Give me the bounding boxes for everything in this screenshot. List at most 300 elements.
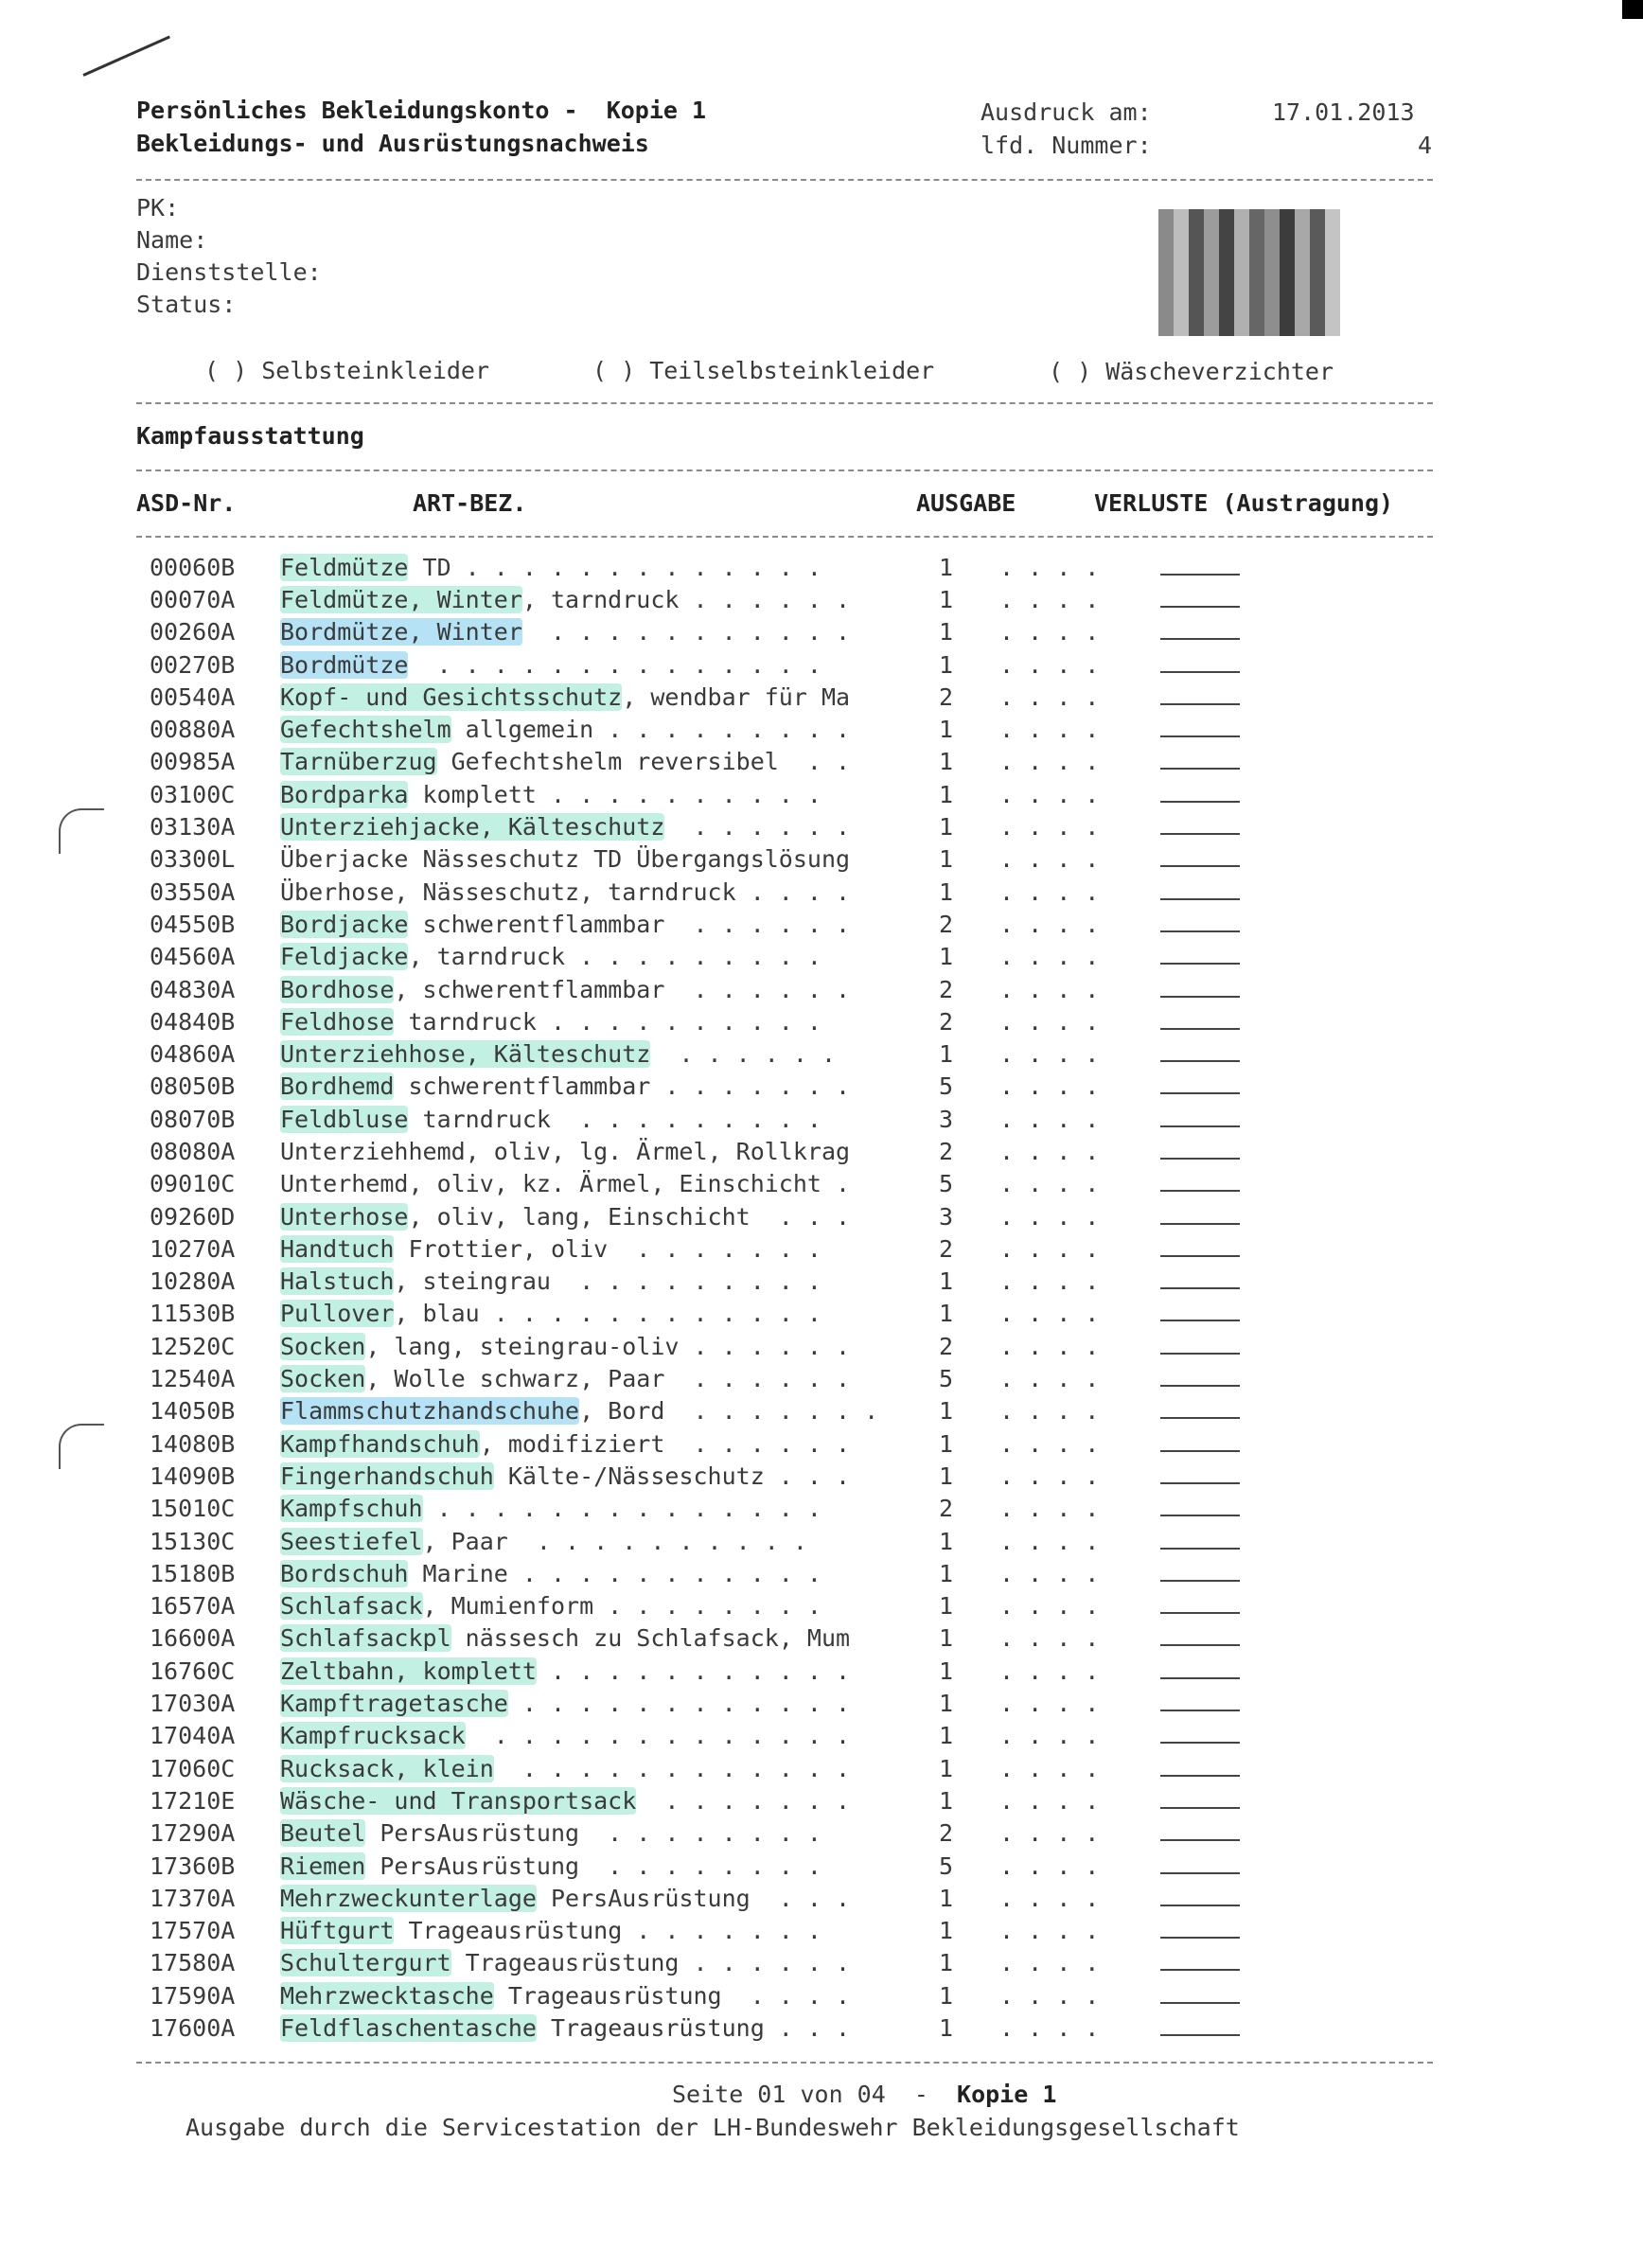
signature-underline: [1160, 946, 1240, 965]
table-row: [150, 583, 1246, 615]
loss-entry-line: [1160, 1850, 1246, 1882]
highlighted-term: Unterhose: [280, 1202, 409, 1231]
leader-dots: . . . .: [999, 943, 1100, 971]
table-row: [150, 1103, 1246, 1135]
table-row: [150, 941, 1246, 973]
highlighted-term: Riemen: [280, 1852, 366, 1880]
highlighted-term: Tarnüberzug: [280, 748, 437, 776]
article-description: [280, 1168, 939, 1200]
highlighted-term: Bordhemd: [280, 1072, 395, 1101]
status-label: Status:: [136, 291, 237, 318]
signature-underline: [1160, 589, 1240, 608]
article-description: [280, 1460, 939, 1492]
table-row: [150, 1914, 1246, 1946]
asd-number: 17370A: [150, 1884, 236, 1912]
table-row: [150, 1427, 1246, 1460]
leader-dots: . . . .: [999, 1300, 1100, 1328]
issued-quantity: 5: [939, 1852, 954, 1880]
table-row: [150, 746, 1246, 778]
signature-underline: [1160, 1075, 1240, 1094]
signature-underline: [1160, 1270, 1240, 1289]
highlighted-term: Mehrzweckunterlage: [280, 1884, 537, 1912]
loss-entry-line: [1160, 1882, 1246, 1914]
loss-entry-line: [1160, 1200, 1246, 1232]
signature-underline: [1160, 816, 1240, 835]
leader-dots: . . . .: [999, 1429, 1100, 1458]
print-date-label: Ausdruck am:: [980, 98, 1152, 126]
description-text: PersAusrüstung . . . . . . . .: [365, 1819, 822, 1848]
loss-entry-line: [1160, 681, 1246, 713]
description-text: . . . . . . . . . . . . . .: [408, 650, 822, 679]
highlighted-term: Feldbluse: [280, 1105, 409, 1133]
description-text: , Wolle schwarz, Paar . . . . . .: [365, 1365, 851, 1393]
highlighted-term: Hüftgurt: [280, 1917, 395, 1945]
table-row: [150, 1298, 1246, 1330]
issued-quantity: 2: [939, 1332, 954, 1360]
loss-entry-line: [1160, 648, 1246, 681]
signature-underline: [1160, 1400, 1240, 1419]
office-label: Dienststelle:: [136, 258, 322, 286]
table-row: [150, 1817, 1246, 1850]
signature-underline: [1160, 1433, 1240, 1452]
description-text: Trageausrüstung . . .: [536, 2014, 851, 2042]
description-text: , modifiziert . . . . . .: [479, 1429, 851, 1458]
loss-entry-line: [1160, 1037, 1246, 1070]
issued-quantity: 5: [939, 1365, 954, 1393]
table-row: [150, 876, 1246, 908]
issued-quantity: 2: [939, 1234, 954, 1263]
signature-underline: [1160, 1758, 1240, 1777]
highlighted-term: Mehrzwecktasche: [280, 1981, 494, 2010]
table-row: [150, 1687, 1246, 1719]
highlighted-term: Beutel: [280, 1819, 366, 1848]
punch-hole: [59, 808, 104, 854]
loss-entry-line: [1160, 1362, 1246, 1394]
punch-hole: [59, 1424, 104, 1469]
loss-entry-line: [1160, 1232, 1246, 1265]
table-row: [150, 1135, 1246, 1167]
loss-entry-line: [1160, 1330, 1246, 1362]
description-text: , steingrau . . . . . . . . .: [394, 1267, 822, 1296]
leader-dots: . . . .: [999, 780, 1100, 808]
sequence-number-label: lfd. Nummer:: [980, 132, 1152, 159]
loss-entry-line: [1160, 1427, 1246, 1460]
loss-entry-line: [1160, 2011, 1246, 2044]
issued-quantity: 2: [939, 1819, 954, 1848]
highlighted-term: Socken: [280, 1365, 366, 1393]
issued-quantity: 1: [939, 1300, 954, 1328]
issued-quantity: 1: [939, 1592, 954, 1621]
article-description: [280, 810, 939, 842]
article-description: [280, 1330, 939, 1362]
table-row: [150, 2011, 1246, 2044]
loss-entry-line: [1160, 1298, 1246, 1330]
issued-quantity: 1: [939, 1624, 954, 1653]
signature-underline: [1160, 1302, 1240, 1321]
description-text: . . . . . . .: [636, 1786, 851, 1815]
leader-dots: . . . .: [999, 1462, 1100, 1490]
description-text: komplett . . . . . . . . . .: [408, 780, 822, 808]
issued-quantity: 1: [939, 2014, 954, 2042]
article-description: [280, 1752, 939, 1784]
leader-dots: . . . .: [999, 1105, 1100, 1133]
article-description: [280, 1947, 939, 1979]
description-text: tarndruck . . . . . . . . . .: [394, 1007, 822, 1036]
description-text: Trageausrüstung . . . . . .: [450, 1949, 851, 1977]
leader-dots: . . . .: [999, 1819, 1100, 1848]
highlighted-term: Flammschutzhandschuhe: [280, 1397, 580, 1426]
asd-number: 10280A: [150, 1267, 236, 1296]
issued-quantity: 1: [939, 943, 954, 971]
article-description: [280, 778, 939, 810]
table-row: [150, 1493, 1246, 1525]
article-description: [280, 746, 939, 778]
asd-number: 00260A: [150, 618, 236, 647]
description-text: , Paar . . . . . . . . . .: [422, 1527, 807, 1555]
issued-quantity: 1: [939, 780, 954, 808]
description-text: tarndruck . . . . . . . . .: [408, 1105, 822, 1133]
table-row: [150, 1882, 1246, 1914]
issued-quantity: 1: [939, 1949, 954, 1977]
description-text: Unterhemd, oliv, kz. Ärmel, Einschicht .: [280, 1170, 851, 1198]
table-row: [150, 908, 1246, 940]
article-description: [280, 1200, 939, 1232]
highlighted-term: Seestiefel: [280, 1527, 423, 1555]
equipment-table: [150, 551, 1246, 2045]
issued-quantity: 1: [939, 1690, 954, 1718]
signature-underline: [1160, 1043, 1240, 1062]
loss-entry-line: [1160, 941, 1246, 973]
issued-quantity: 1: [939, 1267, 954, 1296]
article-description: [280, 1362, 939, 1394]
description-text: Gefechtshelm reversibel . .: [436, 748, 851, 776]
table-row: [150, 1460, 1246, 1492]
signature-underline: [1160, 1725, 1240, 1744]
table-row: [150, 1232, 1246, 1265]
leader-dots: . . . .: [999, 1072, 1100, 1101]
asd-number: 08050B: [150, 1072, 236, 1101]
signature-underline: [1160, 1822, 1240, 1841]
issued-quantity: 1: [939, 1040, 954, 1069]
option-teilselbsteinkleider[interactable]: ( ) Teilselbsteinkleider: [592, 357, 935, 384]
asd-number: 00060B: [150, 553, 236, 581]
copy-label: Kopie 1: [957, 2081, 1057, 2108]
separator-line: [136, 179, 1433, 181]
table-row: [150, 1266, 1246, 1298]
signature-underline: [1160, 1952, 1240, 1971]
table-row: [150, 1362, 1246, 1394]
highlighted-term: Unterziehhose, Kälteschutz: [280, 1040, 651, 1069]
signature-underline: [1160, 1660, 1240, 1679]
asd-number: 04560A: [150, 943, 236, 971]
asd-number: 17360B: [150, 1852, 236, 1880]
highlighted-term: Halstuch: [280, 1267, 395, 1296]
loss-entry-line: [1160, 876, 1246, 908]
asd-number: 04860A: [150, 1040, 236, 1069]
page-indicator: [672, 2081, 1056, 2108]
issued-quantity: 3: [939, 1202, 954, 1231]
issued-quantity: 2: [939, 910, 954, 938]
separator-line: [136, 402, 1433, 404]
description-text: , oliv, lang, Einschicht . . .: [408, 1202, 851, 1231]
issued-quantity: 1: [939, 845, 954, 874]
description-text: , Bord . . . . . . .: [579, 1397, 879, 1426]
loss-entry-line: [1160, 1979, 1246, 2011]
table-row: [150, 843, 1246, 876]
article-description: [280, 1622, 939, 1655]
signature-underline: [1160, 1790, 1240, 1809]
leader-dots: . . . .: [999, 1786, 1100, 1815]
table-row: [150, 1525, 1246, 1557]
table-row: [150, 778, 1246, 810]
loss-entry-line: [1160, 1590, 1246, 1622]
signature-underline: [1160, 1692, 1240, 1711]
leader-dots: . . . .: [999, 1852, 1100, 1880]
description-text: schwerentflammbar . . . . . .: [408, 910, 851, 938]
highlighted-term: Unterziehjacke, Kälteschutz: [280, 813, 665, 842]
leader-dots: . . . .: [999, 1234, 1100, 1263]
highlighted-term: Handtuch: [280, 1234, 395, 1263]
signature-underline: [1160, 979, 1240, 998]
column-header-ausgabe: AUSGABE: [916, 489, 1016, 517]
column-header-art: ART-BEZ.: [413, 489, 527, 517]
description-text: . . . . . . . . . . .: [521, 618, 851, 647]
sequence-number-value: 4: [1418, 132, 1433, 159]
highlighted-term: Bordmütze, Winter: [280, 618, 522, 647]
asd-number: 17290A: [150, 1819, 236, 1848]
highlighted-term: Kampftragetasche: [280, 1690, 508, 1718]
asd-number: 08070B: [150, 1105, 236, 1133]
issued-quantity: 1: [939, 1722, 954, 1750]
highlighted-term: Fingerhandschuh: [280, 1462, 494, 1490]
signature-underline: [1160, 1531, 1240, 1550]
article-description: [280, 941, 939, 973]
highlighted-term: Pullover: [280, 1300, 395, 1328]
asd-number: 03300L: [150, 845, 236, 874]
table-row: [150, 616, 1246, 648]
asd-number: 00880A: [150, 716, 236, 744]
issued-quantity: 1: [939, 618, 954, 647]
option-selbsteinkleider[interactable]: ( ) Selbsteinkleider: [204, 357, 490, 384]
leader-dots: . . . .: [999, 1332, 1100, 1360]
signature-underline: [1160, 1563, 1240, 1582]
loss-entry-line: [1160, 1005, 1246, 1037]
article-description: [280, 843, 939, 876]
asd-number: 17580A: [150, 1949, 236, 1977]
signature-underline: [1160, 1595, 1240, 1614]
article-description: [280, 973, 939, 1005]
article-description: [280, 1071, 939, 1103]
separator-line: [136, 470, 1433, 471]
loss-entry-line: [1160, 1655, 1246, 1687]
loss-entry-line: [1160, 1557, 1246, 1589]
table-row: [150, 1071, 1246, 1103]
asd-number: 16760C: [150, 1657, 236, 1685]
article-description: [280, 1493, 939, 1525]
issued-quantity: 1: [939, 877, 954, 906]
table-row: [150, 1395, 1246, 1427]
table-row: [150, 1979, 1246, 2011]
leader-dots: . . . .: [999, 1624, 1100, 1653]
signature-underline: [1160, 718, 1240, 737]
table-row: [150, 973, 1246, 1005]
issued-quantity: 1: [939, 585, 954, 613]
table-row: [150, 1720, 1246, 1752]
asd-number: 17060C: [150, 1754, 236, 1782]
equipment-table-body: [150, 551, 1246, 2045]
document-title: Persönliches Bekleidungskonto - Kopie 1: [136, 97, 707, 124]
leader-dots: . . . .: [999, 1202, 1100, 1231]
loss-entry-line: [1160, 1817, 1246, 1850]
issued-quantity: 2: [939, 682, 954, 711]
signature-underline: [1160, 1011, 1240, 1030]
issued-quantity: 1: [939, 748, 954, 776]
description-text: Marine . . . . . . . . . . .: [408, 1559, 822, 1587]
highlighted-term: Feldflaschentasche: [280, 2014, 537, 2042]
loss-entry-line: [1160, 1720, 1246, 1752]
description-text: Frottier, oliv . . . . . . .: [394, 1234, 822, 1263]
highlighted-term: Feldmütze, Winter: [280, 585, 522, 613]
separator-line: [136, 536, 1433, 538]
leader-dots: . . . .: [999, 975, 1100, 1003]
article-description: [280, 616, 939, 648]
signature-underline: [1160, 1887, 1240, 1906]
signature-underline: [1160, 751, 1240, 770]
asd-number: 03100C: [150, 780, 236, 808]
loss-entry-line: [1160, 746, 1246, 778]
option-waescheverzichter[interactable]: ( ) Wäscheverzichter: [1049, 358, 1334, 385]
loss-entry-line: [1160, 973, 1246, 1005]
highlighted-term: Gefechtshelm: [280, 716, 451, 744]
table-row: [150, 1655, 1246, 1687]
signature-underline: [1160, 1368, 1240, 1387]
description-text: , wendbar für Ma: [622, 682, 851, 711]
loss-entry-line: [1160, 1752, 1246, 1784]
asd-number: 04830A: [150, 975, 236, 1003]
asd-number: 03130A: [150, 813, 236, 842]
asd-number: 09010C: [150, 1170, 236, 1198]
asd-number: 14050B: [150, 1397, 236, 1426]
pen-stroke-mark: [82, 35, 170, 76]
asd-number: 17570A: [150, 1917, 236, 1945]
asd-number: 12520C: [150, 1332, 236, 1360]
article-description: [280, 1914, 939, 1946]
asd-number: 16600A: [150, 1624, 236, 1653]
highlighted-term: Feldmütze: [280, 553, 409, 581]
issued-quantity: 1: [939, 1917, 954, 1945]
description-text: , blau . . . . . . . . . . . .: [394, 1300, 822, 1328]
leader-dots: . . . .: [999, 1657, 1100, 1685]
article-description: [280, 1037, 939, 1070]
issued-quantity: 1: [939, 1559, 954, 1587]
signature-underline: [1160, 686, 1240, 705]
issued-quantity: 5: [939, 1072, 954, 1101]
loss-entry-line: [1160, 1395, 1246, 1427]
loss-entry-line: [1160, 1687, 1246, 1719]
article-description: [280, 1557, 939, 1589]
asd-number: 17030A: [150, 1690, 236, 1718]
leader-dots: . . . .: [999, 1690, 1100, 1718]
asd-number: 03550A: [150, 877, 236, 906]
loss-entry-line: [1160, 843, 1246, 876]
loss-entry-line: [1160, 1525, 1246, 1557]
article-description: [280, 681, 939, 713]
loss-entry-line: [1160, 1947, 1246, 1979]
section-title: Kampfausstattung: [136, 422, 364, 450]
highlighted-term: Kampfschuh: [280, 1495, 423, 1523]
highlighted-term: Schlafsackpl: [280, 1624, 451, 1653]
table-row: [150, 1784, 1246, 1816]
description-text: PersAusrüstung . . .: [536, 1884, 851, 1912]
loss-entry-line: [1160, 551, 1246, 583]
asd-number: 17210E: [150, 1786, 236, 1815]
issued-quantity: 2: [939, 1495, 954, 1523]
loss-entry-line: [1160, 583, 1246, 615]
leader-dots: . . . .: [999, 1559, 1100, 1587]
table-row: [150, 1947, 1246, 1979]
loss-entry-line: [1160, 1460, 1246, 1492]
highlighted-term: Socken: [280, 1332, 366, 1360]
description-text: . . . . . . . . . . . . .: [465, 1722, 851, 1750]
asd-number: 04550B: [150, 910, 236, 938]
issued-quantity: 1: [939, 1527, 954, 1555]
asd-number: 00985A: [150, 748, 236, 776]
leader-dots: . . . .: [999, 1170, 1100, 1198]
table-row: [150, 1005, 1246, 1037]
article-description: [280, 1395, 939, 1427]
asd-number: 15180B: [150, 1559, 236, 1587]
leader-dots: . . . .: [999, 2014, 1100, 2042]
article-description: [280, 1005, 939, 1037]
issued-by-note: Ausgabe durch die Servicestation der LH-Bundeswehr Bekleidungsgesellschaft: [186, 2114, 1240, 2141]
asd-number: 04840B: [150, 1007, 236, 1036]
issued-quantity: 1: [939, 650, 954, 679]
leader-dots: . . . .: [999, 1040, 1100, 1069]
leader-dots: . . . .: [999, 650, 1100, 679]
leader-dots: . . . .: [999, 1397, 1100, 1426]
article-description: [280, 583, 939, 615]
issued-quantity: 1: [939, 1657, 954, 1685]
leader-dots: . . . .: [999, 1267, 1100, 1296]
leader-dots: . . . .: [999, 585, 1100, 613]
leader-dots: . . . .: [999, 813, 1100, 842]
issued-quantity: 2: [939, 1137, 954, 1165]
description-text: . . . . . . . . . . .: [536, 1657, 851, 1685]
redacted-barcode: [1158, 209, 1340, 336]
signature-underline: [1160, 913, 1240, 932]
loss-entry-line: [1160, 713, 1246, 745]
highlighted-term: Kampfrucksack: [280, 1722, 466, 1750]
article-description: [280, 1298, 939, 1330]
highlighted-term: Wäsche- und Transportsack: [280, 1786, 637, 1815]
asd-number: 15130C: [150, 1527, 236, 1555]
description-text: PersAusrüstung . . . . . . . .: [365, 1852, 822, 1880]
issued-quantity: 1: [939, 716, 954, 744]
leader-dots: . . . .: [999, 845, 1100, 874]
signature-underline: [1160, 784, 1240, 803]
issued-quantity: 1: [939, 553, 954, 581]
description-text: Unterziehhemd, oliv, lg. Ärmel, Rollkrag: [280, 1137, 851, 1165]
asd-number: 12540A: [150, 1365, 236, 1393]
column-header-asd: ASD-Nr.: [136, 489, 237, 517]
leader-dots: . . . .: [999, 1754, 1100, 1782]
article-description: [280, 1135, 939, 1167]
issued-quantity: 1: [939, 1786, 954, 1815]
article-description: [280, 2011, 939, 2044]
signature-underline: [1160, 881, 1240, 900]
table-row: [150, 1622, 1246, 1655]
signature-underline: [1160, 654, 1240, 673]
